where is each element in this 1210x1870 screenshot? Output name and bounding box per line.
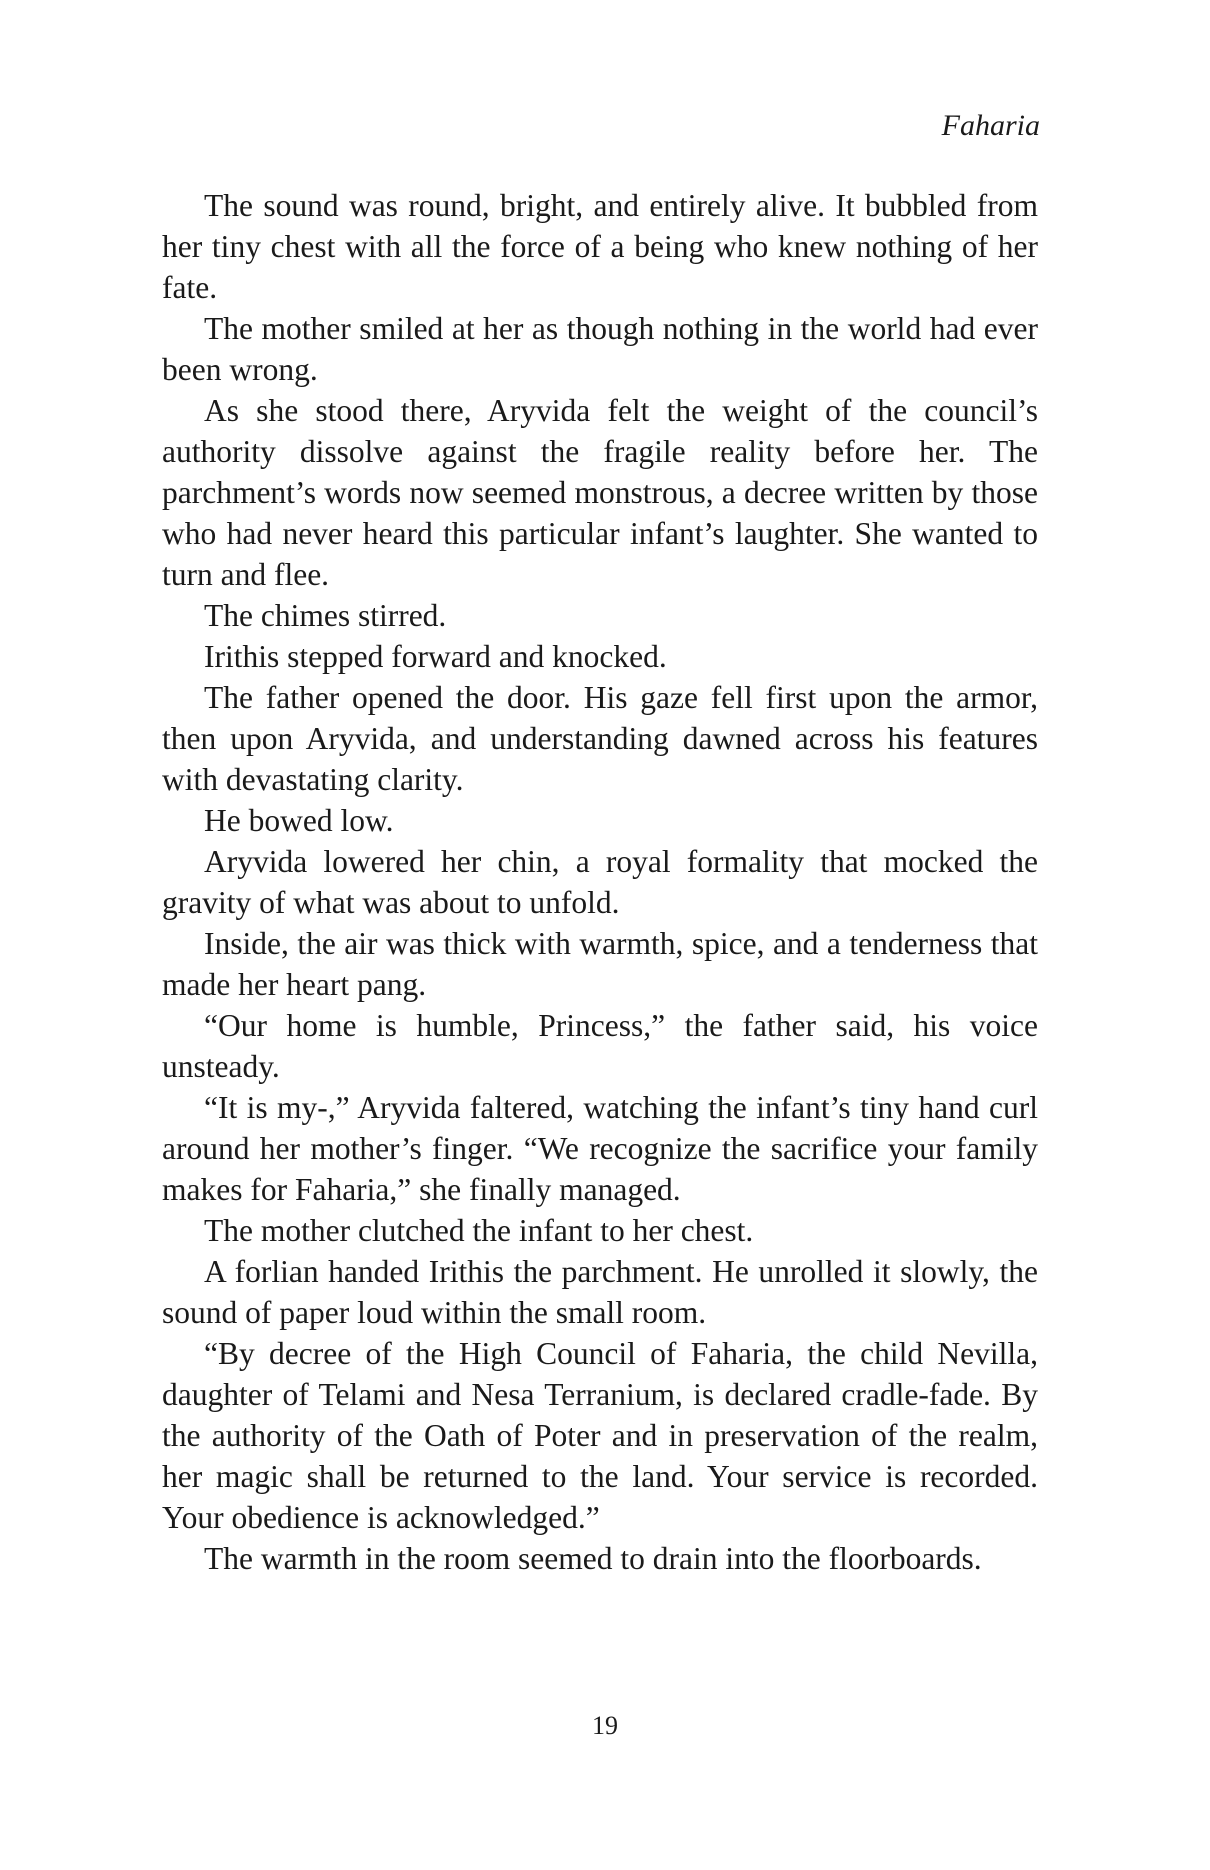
paragraph: “It is my-,” Aryvida faltered, watching the infant’s tiny hand curl around her mother’s finger. “We recognize the sacrifice your family makes for Faharia,” she finally managed. (162, 1090, 1038, 1207)
paragraph: The mother smiled at her as though nothing in the world had ever been wrong. (162, 311, 1038, 387)
paragraph: The father opened the door. His gaze fell first upon the armor, then upon Aryvida, and understanding dawned across his features with devastating clarity. (162, 680, 1038, 797)
paragraph: “Our home is humble, Princess,” the father said, his voice unsteady. (162, 1008, 1038, 1084)
paragraph: He bowed low. (204, 803, 394, 838)
paragraph: A forlian handed Irithis the parchment. He unrolled it slowly, the sound of paper loud within the small room. (162, 1254, 1038, 1330)
body-text (162, 185, 1038, 1579)
paragraph: Irithis stepped forward and knocked. (204, 639, 667, 674)
paragraph: “By decree of the High Council of Faharia, the child Nevilla, daughter of Telami and Nesa Terranium, is declared cradle-fade. By the authority of the Oath of Poter and in preservation of the realm, her magic shall be returned to the land. Your service is recorded. Your obedience is acknowledged.” (162, 1336, 1038, 1535)
paragraph: Inside, the air was thick with warmth, spice, and a tenderness that made her heart pang. (162, 926, 1038, 1002)
paragraph: Aryvida lowered her chin, a royal formality that mocked the gravity of what was about to unfold. (162, 844, 1038, 920)
running-header: Faharia (941, 109, 1040, 142)
paragraph: The sound was round, bright, and entirely alive. It bubbled from her tiny chest with all the force of a being who knew nothing of her fate. (162, 188, 1038, 305)
paragraph: As she stood there, Aryvida felt the weight of the council’s authority dissolve against the fragile reality before her. The parchment’s words now seemed monstrous, a decree written by those who had never heard this particular infant’s laughter. She wanted to turn and flee. (162, 393, 1038, 592)
paragraph: The warmth in the room seemed to drain into the floorboards. (204, 1541, 982, 1576)
paragraph: The chimes stirred. (204, 598, 447, 633)
page-number: 19 (592, 1711, 618, 1740)
paragraph: The mother clutched the infant to her chest. (204, 1213, 754, 1248)
